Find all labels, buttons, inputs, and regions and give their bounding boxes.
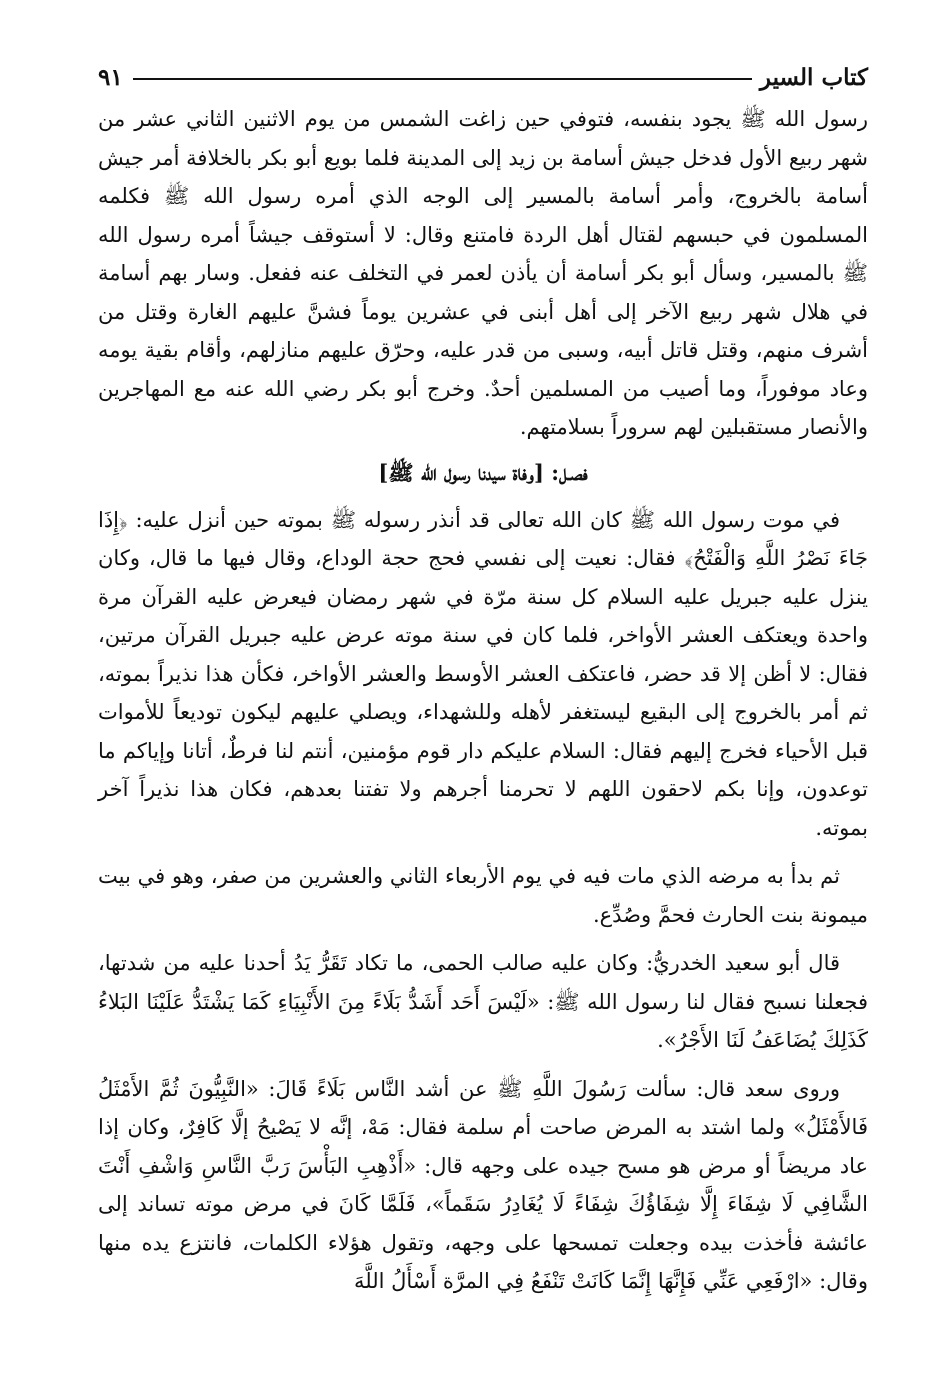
header-rule: [133, 78, 752, 80]
paragraph-saad-narration: وروى سعد قال: سألت رَسُولَ اللَّهِ ﷺ عن أشد النَّاس بَلَاءً قَالَ: «النَّبِيُّونَ ثُمَّ الأَمْثَلُ فَالأَمْثَلُ» ولما اشتد به المرض صاحت أم سلمة فقال: مَهْ، إنَّه لا يَصْيحُ إلَّا كَافِرٌ، وكان إذا عاد مريضاً أو مرض هو مسح جيده على وجهه قال: «أَذْهِبِ البَأْسَ رَبَّ النَّاسِ وَاشْفِ أَنْتَ الشَّافِي لَا شِفَاءَ إِلَّا شِفَاؤُكَ شِفَاءً لَا يُغَادِرُ سَقَماً»، فَلَمَّا كَانَ في مرض موته تساند إلى عائشة فأخذت بيده وجعلت تمسحها على وجهه، وتقول هؤلاء الكلمات، فانتزع يده منها وقال: «ارْفَعِي عَنِّي فَإِنَّهَا إِنَّمَا كَانَتْ تَنْفَعُ فِي المرَّة أَسْأَلُ اللَّهَ: [98, 1076, 868, 1293]
paragraph-death-foretold: في موت رسول الله ﷺ كان الله تعالى قد أنذر رسوله ﷺ بموته حين أنزل عليه: ﴿إِذَا جَاءَ نَصْرُ اللَّهِ وَالْفَتْحُ﴾ فقال: نعيت إلى نفسي فحج حجة الوداع، وقال فيها ما قال، وكان ينزل عليه جبريل عليه السلام كل سنة مرّة في شهر رمضان فيعرض عليه القرآن مرة واحدة ويعتكف العشر الأواخر، فلما كان في سنة موته عرض عليه جبريل القرآن مرتين، فقال: لا أظن إلا قد حضر، فاعتكف العشر الأوسط والعشر الأواخر، فكأن هذا نذيراً بموته، ثم أمر بالخروج إلى البقيع ليستغفر لأهله وللشهداء، ويصلي عليهم ليكون توديعاً للأموات قبل الأحياء فخرج إليهم فقال: السلام عليكم دار قوم مؤمنين، أنتم لنا فرطٌ، أتانا وإياكم ما توعدون، وإنا بكم لاحقون اللهم لا تحرمنا أجرهم ولا تفتنا بعدهم، فكان هذا نذيراً آخر بموته.: [98, 507, 868, 840]
section-heading: فصـل: [وفاة سيدنا رسول الله ﷺ]: [378, 459, 588, 485]
page-header: [98, 60, 868, 94]
page-number: ٩١: [98, 63, 123, 91]
book-page: [98, 60, 868, 1360]
paragraph-usama-army: رسول الله ﷺ يجود بنفسه، فتوفي حين زاغت الشمس من يوم الاثنين الثاني عشر من شهر ربيع الأول فدخل جيش أسامة بن زيد إلى المدينة فلما بويع أبو بكر بالخلافة أمر جيش أسامة بالخروج، وأمر أسامة بالمسير إلى الوجه الذي أمره رسول الله ﷺ فكلمه المسلمون في حبسهم لقتال أهل الردة فامتنع وقال: لا أستوقف جيشاً أمره رسول الله ﷺ بالمسير، وسأل أبو بكر أسامة أن يأذن لعمر في التخلف عنه ففعل. وسار بهم أسامة في هلال شهر ربيع الآخر إلى أهل أبنى في عشرين يوماً فشنَّ عليهم الغارة وقتل من أشرف منهم، وقتل قاتل أبيه، وسبى من قدر عليه، وحرّق عليهم منازلهم، وأقام بقية يومه وعاد موفوراً، وما أصيب من المسلمين أحدٌ. وخرج أبو بكر رضي الله عنه مع المهاجرين والأنصار مستقبلين لهم سروراً بسلامتهم.: [98, 107, 868, 439]
running-title: كتاب السير: [759, 63, 868, 91]
paragraph-illness-start: ثم بدأ به مرضه الذي مات فيه في يوم الأربعاء الثاني والعشرين من صفر، وهو في بيت ميمونة بنت الحارث فحمَّ وصُدِّع.: [98, 864, 868, 927]
paragraph-abu-said: قال أبو سعيد الخدريُّ: وكان عليه صالب الحمى، ما تكاد تَقَرُّ يَدُ أحدنا عليه من شدتها، فجعلنا نسبح فقال لنا رسول الله ﷺ: «لَيْسَ أَحَد أَشَدُّ بَلَاءً مِنَ الأَنْبِيَاءِ كَمَا يَشْتَدُّ عَلَيْنَا البَلاءُ كَذَلِكَ يُضَاعَفُ لَنَا الأَجْرُ».: [98, 951, 868, 1052]
